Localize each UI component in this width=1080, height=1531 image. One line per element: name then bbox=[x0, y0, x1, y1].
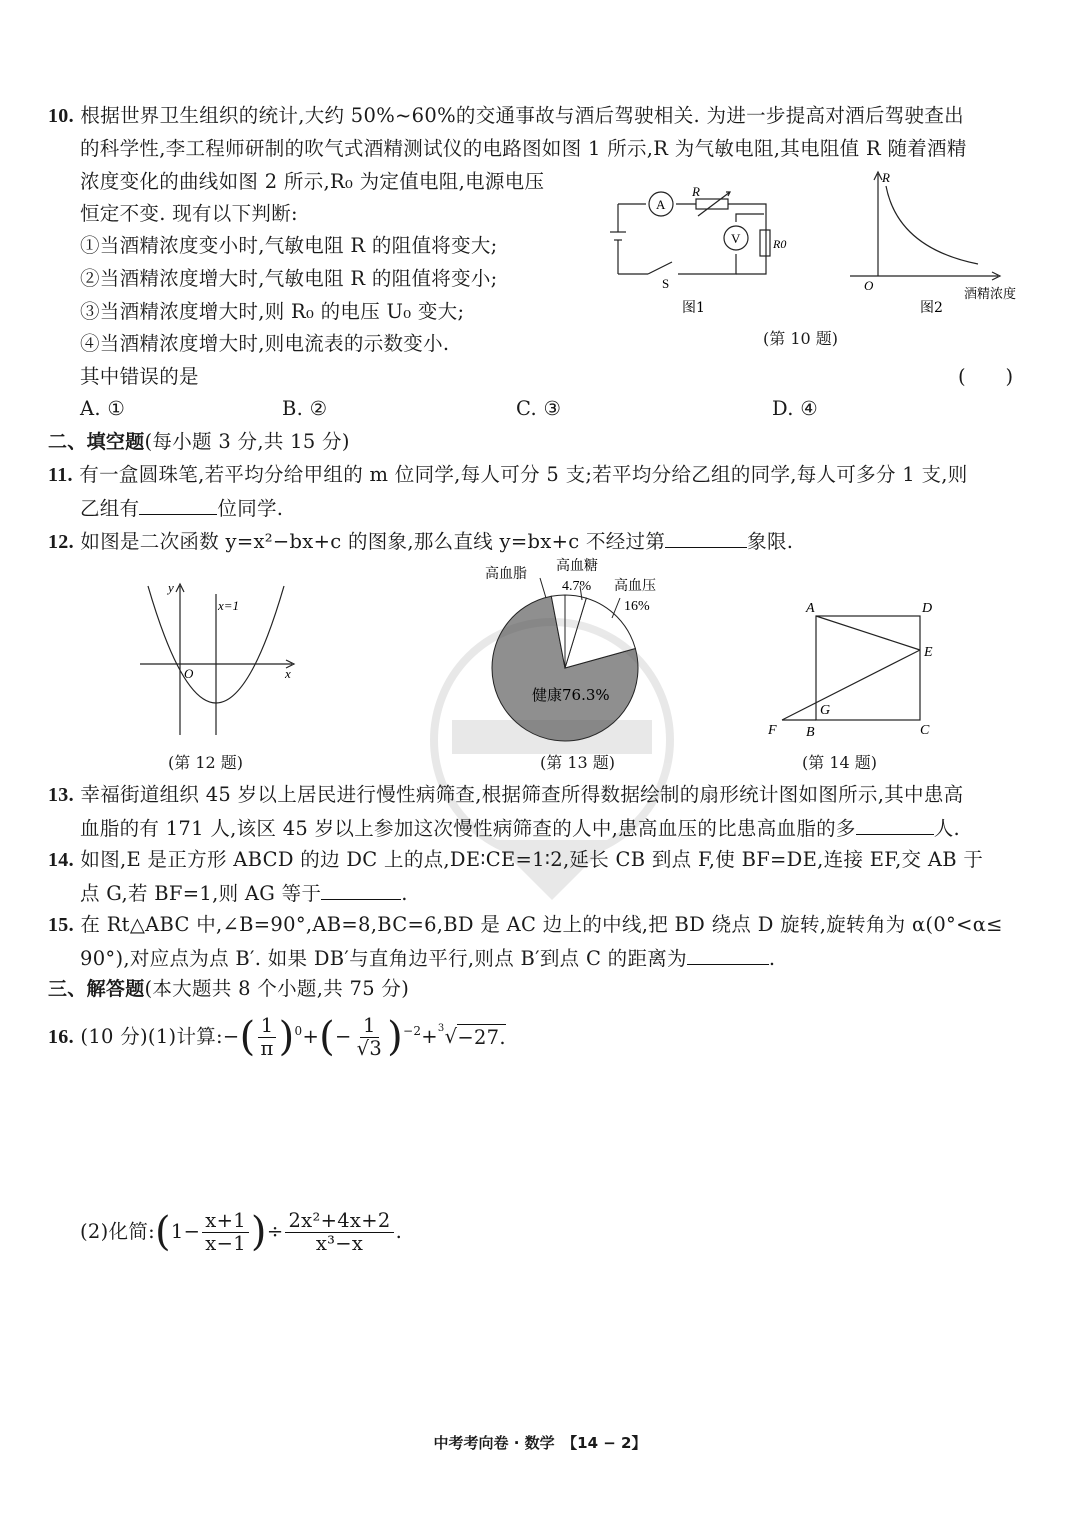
resistor-r-label: R bbox=[692, 184, 700, 199]
q10-statement-4: ④当酒精浓度增大时,则电流表的示数变小. bbox=[80, 332, 450, 355]
q14-square-figure bbox=[764, 596, 944, 741]
radical-icon: √ bbox=[444, 1025, 458, 1048]
q16-exponent-neg2: −2 bbox=[402, 1024, 422, 1038]
q11-number: 11. bbox=[48, 464, 73, 486]
section2-note: (每小题 3 分,共 15 分) bbox=[144, 430, 350, 453]
q16-one-minus: 1− bbox=[170, 1220, 201, 1243]
q16-part2-prefix: (2)化简: bbox=[80, 1220, 155, 1243]
q15-line1: 在 Rt△ABC 中,∠B=90°,AB=8,BC=6,BD 是 AC 边上的中线,把 BD 绕点 D 旋转,旋转角为 α(0°<α≤ bbox=[80, 913, 1003, 936]
page-footer: 中考考向卷 · 数学 【14 − 2】 bbox=[433, 1434, 647, 1452]
q12-number: 12. bbox=[48, 531, 74, 553]
point-b: B bbox=[806, 725, 815, 740]
section3-title: 三、解答题 bbox=[48, 978, 145, 1000]
q16-negative-sign: − bbox=[335, 1025, 352, 1048]
q10-answer-paren: ( ) bbox=[958, 365, 1014, 388]
q16-divide-sign: ÷ bbox=[266, 1220, 284, 1243]
pie-pct-hyperglycemia: 4.7% bbox=[562, 579, 592, 594]
q10-option-a: A. ① bbox=[80, 397, 126, 420]
q10-question: 其中错误的是 bbox=[80, 365, 199, 388]
q10-option-c: C. ③ bbox=[516, 397, 562, 420]
q16-exponent-0: 0 bbox=[294, 1024, 303, 1038]
q10-line4: 恒定不变. 现有以下判断: bbox=[80, 202, 298, 225]
q10-statement-2: ②当酒精浓度增大时,气敏电阻 R 的阻值将变小; bbox=[80, 267, 498, 290]
q14-answer-blank[interactable] bbox=[321, 879, 401, 900]
q10-line2: 的科学性,李工程师研制的吹气式酒精测试仪的电路图如图 1 所示,R 为气敏电阻,其电阻值 R 随着酒精 bbox=[80, 137, 967, 160]
q10-option-d: D. ④ bbox=[772, 397, 819, 420]
q13-number: 13. bbox=[48, 784, 74, 806]
q13-line2-end: 人. bbox=[933, 817, 961, 840]
pie-label-healthy: 健康76.3% bbox=[532, 686, 610, 704]
q16-part1-prefix: (10 分)(1)计算:− bbox=[80, 1025, 240, 1048]
graph-x-label: 酒精浓度 bbox=[964, 287, 1017, 302]
q15-line2: 90°),对应点为点 B′. 如果 DB′与直角边平行,则点 B′到点 C 的距离为 bbox=[80, 947, 687, 970]
q11-line2b: 位同学. bbox=[217, 497, 284, 520]
q10-circuit-figure bbox=[606, 180, 796, 320]
q16-fraction-polynomial: $\frac{\text{2x²+4x+2}}{\text{x³−x}}$ bbox=[285, 1210, 393, 1255]
q13-line1: 幸福街道组织 45 岁以上居民进行慢性病筛查,根据筛查所得数据绘制的扇形统计图如图所示,其中患高 bbox=[80, 783, 964, 806]
point-f: F bbox=[768, 723, 777, 738]
parabola-y-label: y bbox=[168, 580, 174, 595]
q16-period: . bbox=[395, 1220, 403, 1243]
q16-radicand: −27. bbox=[457, 1025, 506, 1049]
point-e: E bbox=[924, 645, 933, 660]
graph-origin: O bbox=[864, 278, 874, 293]
q13-caption: (第 13 题) bbox=[540, 753, 616, 772]
q14-line2-end: . bbox=[401, 882, 408, 905]
point-a: A bbox=[806, 601, 815, 616]
parabola-axis-label: x=1 bbox=[218, 598, 240, 613]
q15-number: 15. bbox=[48, 914, 74, 936]
q10-line1: 根据世界卫生组织的统计,大约 50%~60%的交通事故与酒后驾驶相关. 为进一步提高对酒后驾驶查出 bbox=[80, 104, 964, 127]
q14-number: 14. bbox=[48, 849, 74, 871]
switch-label: S bbox=[662, 276, 670, 291]
q11-line2a: 乙组有 bbox=[80, 497, 140, 520]
fig2-caption: 图2 bbox=[920, 300, 943, 316]
q13-line2: 血脂的有 171 人,该区 45 岁以上参加这次慢性病筛查的人中,患高血压的比患高血脂的多 bbox=[80, 817, 856, 840]
q16-plus-1: + bbox=[302, 1025, 320, 1048]
q10-line3: 浓度变化的曲线如图 2 所示,R₀ 为定值电阻,电源电压 bbox=[80, 170, 545, 193]
q16-plus-2: + bbox=[421, 1025, 438, 1048]
q12-answer-blank[interactable] bbox=[665, 527, 747, 548]
point-d: D bbox=[922, 601, 933, 616]
q14-line2: 点 G,若 BF=1,则 AG 等于 bbox=[80, 882, 322, 905]
q12-text-end: 象限. bbox=[747, 530, 794, 553]
q16-number: 16. bbox=[48, 1026, 74, 1048]
q10-number: 10. bbox=[48, 105, 74, 127]
q12-text: 如图是二次函数 y=x²−bx+c 的图象,那么直线 y=bx+c 不经过第 bbox=[80, 530, 666, 553]
q14-caption: (第 14 题) bbox=[802, 753, 878, 772]
q10-resistance-graph bbox=[848, 168, 1038, 316]
q16-fraction-1-over-root3: $\frac{1}{√3}$ bbox=[356, 1013, 383, 1060]
q12-caption: (第 12 题) bbox=[168, 753, 244, 772]
q12-parabola-figure bbox=[130, 580, 305, 740]
q10-statement-1: ①当酒精浓度变小时,气敏电阻 R 的阻值将变大; bbox=[80, 234, 498, 257]
graph-y-label: R bbox=[882, 170, 890, 185]
q10-caption: (第 10 题) bbox=[763, 329, 839, 348]
q10-statement-3: ③当酒精浓度增大时,则 R₀ 的电压 U₀ 变大; bbox=[80, 300, 465, 323]
ammeter-label: A bbox=[656, 197, 666, 212]
q16-fraction-x-plus-1: $\frac{x+1}{x-1}$ bbox=[202, 1210, 249, 1255]
q14-line1: 如图,E 是正方形 ABCD 的边 DC 上的点,DE∶CE=1∶2,延长 CB 到点 F,使 BF=DE,连接 EF,交 AB 于 bbox=[80, 848, 984, 871]
q16-cube-root-index: 3 bbox=[437, 1023, 445, 1034]
section2-title: 二、填空题 bbox=[48, 431, 145, 453]
parabola-origin: O bbox=[184, 666, 194, 681]
section3-note: (本大题共 8 个小题,共 75 分) bbox=[144, 977, 410, 1000]
point-c: C bbox=[920, 723, 930, 738]
q11-line1: 有一盒圆珠笔,若平均分给甲组的 m 位同学,每人可分 5 支;若平均分给乙组的同学,每人可多分 1 支,则 bbox=[79, 463, 968, 486]
q15-answer-blank[interactable] bbox=[687, 944, 769, 965]
pie-pct-hypertension: 16% bbox=[624, 599, 650, 614]
q16-fraction-1-over-pi: $\frac{1}{\pi}$ bbox=[257, 1015, 276, 1060]
pie-label-hyperglycemia: 高血糖 bbox=[556, 558, 598, 574]
resistor-r0-label: R0 bbox=[773, 237, 787, 251]
q11-answer-blank[interactable] bbox=[139, 494, 217, 515]
parabola-x-label: x bbox=[285, 666, 291, 681]
point-g: G bbox=[820, 703, 831, 718]
q15-line2-end: . bbox=[768, 947, 776, 970]
q13-answer-blank[interactable] bbox=[856, 814, 934, 835]
pie-label-hypertension: 高血压 bbox=[614, 578, 656, 594]
q10-option-b: B. ② bbox=[282, 397, 328, 420]
fig1-caption: 图1 bbox=[682, 300, 705, 316]
voltmeter-label: V bbox=[731, 231, 741, 246]
pie-label-hyperlipidemia: 高血脂 bbox=[485, 566, 527, 582]
